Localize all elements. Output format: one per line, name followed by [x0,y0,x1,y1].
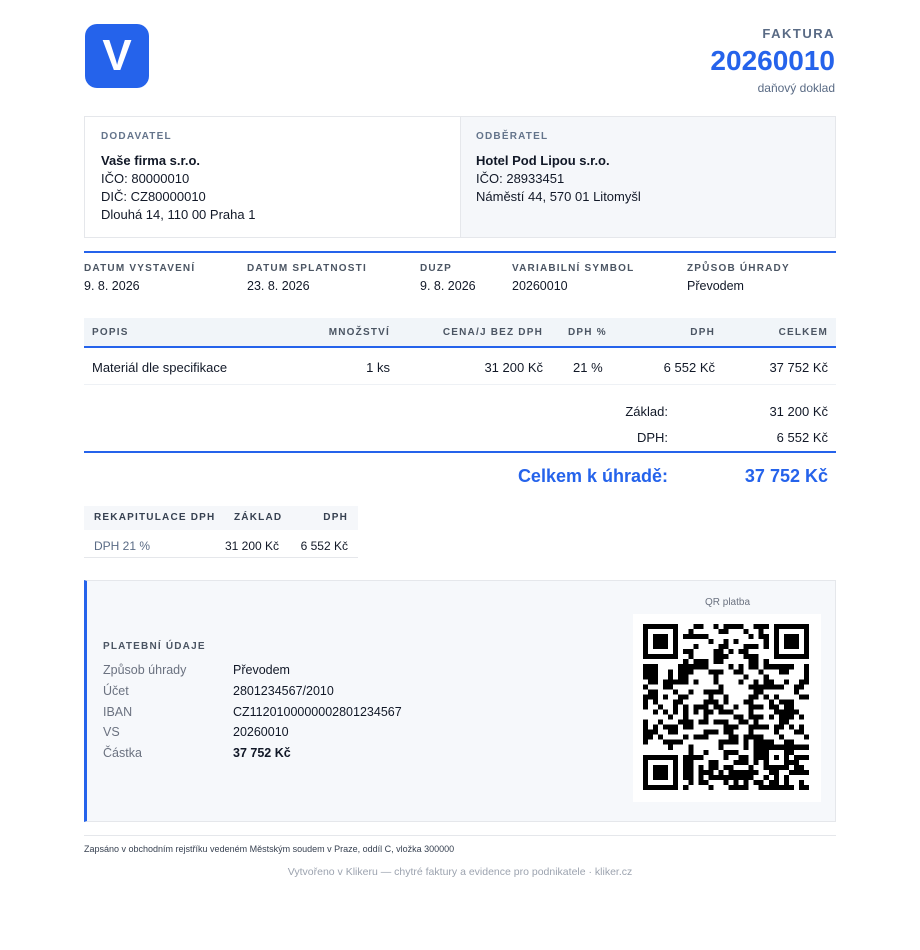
buyer-block [460,117,835,237]
parties-box [84,116,836,238]
supplier-label: DODAVATEL [101,131,172,142]
vat-value: 6 552 Kč [776,430,828,445]
supplier-block [85,117,460,237]
col-vat: DPH [690,327,715,338]
payment-title: PLATEBNÍ ÚDAJE [103,641,206,652]
buyer-ico: IČO: 28933451 [476,171,565,186]
due-date-value: 23. 8. 2026 [247,279,310,293]
tax-date-value: 9. 8. 2026 [420,279,476,293]
issue-date-label: DATUM VYSTAVENÍ [84,263,196,274]
payment-value: CZ1120100000002801234567 [233,705,402,719]
payment-method [687,263,790,293]
base-value: 31 200 Kč [769,404,828,419]
table-row [84,530,358,558]
document-subtitle: daňový doklad [757,81,835,95]
base-label: Základ: [625,404,668,419]
vat-recap-table [84,506,358,558]
due-date-label: DATUM SPLATNOSTI [247,263,367,274]
vat-recap-col-rate: REKAPITULACE DPH [94,512,216,523]
payment-value: Převodem [233,663,290,677]
vat-recap-col-base: ZÁKLAD [234,512,283,523]
invoice-header [710,26,835,95]
issue-date-value: 9. 8. 2026 [84,279,140,293]
tax-date-label: DUZP [420,263,453,274]
tax-date [420,263,476,293]
supplier-dic: DIČ: CZ80000010 [101,189,206,204]
payment-value: 2801234567/2010 [233,684,334,698]
vat-recap-vat: 6 552 Kč [300,539,348,553]
payment-value: 20260010 [233,725,289,739]
total-label: Celkem k úhradě: [517,466,668,486]
buyer-name: Hotel Pod Lipou s.r.o. [476,153,610,168]
logo-letter: V [102,31,132,80]
supplier-ico: IČO: 80000010 [101,171,190,186]
total-value: 37 752 Kč [744,466,828,486]
variable-symbol-label: VARIABILNÍ SYMBOL [512,263,635,274]
invoice-number: 20260010 [710,45,835,76]
total-divider [84,451,836,453]
supplier-address: Dlouhá 14, 110 00 Praha 1 [101,207,256,222]
vat-recap-col-vat: DPH [323,512,348,523]
vat-recap-rate: DPH 21 % [94,539,151,553]
issue-date [84,263,195,293]
due-date [247,263,367,293]
footer-divider [84,835,836,836]
supplier-name: Vaše firma s.r.o. [101,153,201,168]
variable-symbol [512,263,634,293]
item-quantity: 1 ks [366,360,390,375]
vat-recap-header [84,506,358,530]
col-total: CELKEM [778,327,828,338]
item-vat-rate: 21 % [573,360,603,375]
footer-credits[interactable]: Vytvořeno v Klikeru — chytré faktury a evidence pro podnikatele · kliker.cz [287,866,633,878]
qr-label: QR platba [705,597,751,608]
item-vat: 6 552 Kč [663,360,715,375]
company-logo [85,24,149,88]
col-unit-price: CENA/J BEZ DPH [442,327,543,338]
qr-code [633,614,821,802]
payment-label: Způsob úhrady [103,663,187,677]
item-total: 37 752 Kč [769,360,828,375]
buyer-address: Náměstí 44, 570 01 Litomyšl [476,189,641,204]
payment-label: Účet [103,684,129,698]
item-description: Materiál dle specifikace [92,360,228,375]
payment-label: VS [103,725,120,739]
table-row [84,348,836,385]
vat-label: DPH: [636,430,668,445]
payment-details-box [84,580,836,822]
payment-label: IBAN [103,705,133,719]
payment-method-label: ZPŮSOB ÚHRADY [687,263,790,274]
qr-code-image [643,624,809,790]
items-table-header [84,318,836,348]
items-table [84,318,836,385]
payment-label: Částka [103,746,142,760]
col-vat-rate: DPH % [568,327,607,338]
document-kind: FAKTURA [762,26,835,41]
payment-value: 37 752 Kč [233,746,291,760]
payment-method-value: Převodem [687,279,744,293]
item-unit-price: 31 200 Kč [484,360,543,375]
vat-recap-base: 31 200 Kč [225,539,280,553]
invoice-dates [84,251,836,301]
variable-symbol-value: 20260010 [512,279,568,293]
col-quantity: MNOŽSTVÍ [328,327,390,338]
registry-note: Zapsáno v obchodním rejstříku vedeném Městským soudem v Praze, oddíl C, vložka 300000 [84,844,455,854]
buyer-label: ODBĚRATEL [476,131,549,142]
col-description: POPIS [92,327,129,338]
